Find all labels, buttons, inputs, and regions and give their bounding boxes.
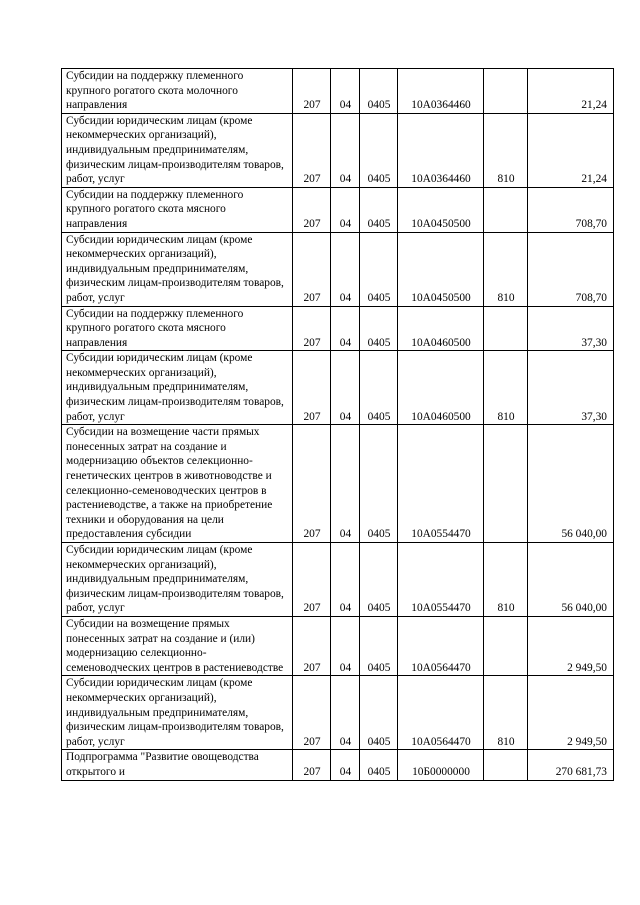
cell-expense-type: 810 xyxy=(484,676,528,750)
cell-subsection: 0405 xyxy=(360,351,398,425)
table-body xyxy=(62,69,614,781)
cell-expense-type xyxy=(484,750,528,780)
row-name: Субсидии юридическим лицам (кроме некоммерческих организаций), индивидуальным предпринимателям, физическим лицам-производителям товаров, работ, услуг xyxy=(66,114,284,186)
cell-section: 04 xyxy=(331,306,360,351)
cell-subsection: 0405 xyxy=(360,232,398,306)
cell-subsection: 0405 xyxy=(360,306,398,351)
cell-expense-type xyxy=(484,425,528,543)
cell-subsection: 0405 xyxy=(360,113,398,187)
row-name: Субсидии на поддержку племенного крупного рогатого скота молочного направления xyxy=(66,70,244,112)
cell-target-article: 10А0554470 xyxy=(398,543,484,617)
table-row xyxy=(62,425,614,543)
cell-admin-code: 207 xyxy=(293,69,331,114)
cell-subsection: 0405 xyxy=(360,69,398,114)
cell-subsection: 0405 xyxy=(360,543,398,617)
cell-sum: 56 040,00 xyxy=(528,543,614,617)
cell-sum: 2 949,50 xyxy=(528,616,614,675)
cell-sum: 21,24 xyxy=(528,113,614,187)
row-name: Субсидии на поддержку племенного крупного рогатого скота мясного направления xyxy=(66,188,244,230)
table-row xyxy=(62,676,614,750)
cell-admin-code: 207 xyxy=(293,676,331,750)
cell-section: 04 xyxy=(331,69,360,114)
cell-name xyxy=(62,187,293,232)
cell-target-article: 10А0564470 xyxy=(398,676,484,750)
cell-section: 04 xyxy=(331,113,360,187)
cell-section: 04 xyxy=(331,425,360,543)
cell-name xyxy=(62,113,293,187)
cell-expense-type: 810 xyxy=(484,543,528,617)
cell-expense-type: 810 xyxy=(484,351,528,425)
cell-expense-type xyxy=(484,69,528,114)
row-name: Субсидии на возмещение части прямых понесенных затрат на создание и модернизацию объектов селекционно-генетических центров в животноводстве и селекционно-семеноводческих центров в растениеводстве, а также на приобретение техники и оборудования на цели предоставления субсидии xyxy=(66,426,273,541)
cell-name xyxy=(62,306,293,351)
cell-admin-code: 207 xyxy=(293,351,331,425)
row-name: Субсидии юридическим лицам (кроме некоммерческих организаций), индивидуальным предпринимателям, физическим лицам-производителям товаров, работ, услуг xyxy=(66,352,284,423)
cell-target-article: 10А0554470 xyxy=(398,425,484,543)
cell-target-article: 10Б0000000 xyxy=(398,750,484,780)
cell-section: 04 xyxy=(331,543,360,617)
budget-table xyxy=(61,68,614,781)
cell-admin-code: 207 xyxy=(293,543,331,617)
cell-admin-code: 207 xyxy=(293,750,331,780)
cell-expense-type: 810 xyxy=(484,113,528,187)
cell-expense-type xyxy=(484,306,528,351)
row-name: Субсидии юридическим лицам (кроме некоммерческих организаций), индивидуальным предпринимателям, физическим лицам-производителям товаров, работ, услуг xyxy=(66,677,284,748)
row-name: Субсидии на возмещение прямых понесенных затрат на создание и (или) модернизацию селекционно-семеноводческих центров в растениеводстве xyxy=(66,617,284,674)
row-name: Субсидии на поддержку племенного крупного рогатого скота мясного направления xyxy=(66,307,244,349)
table-row xyxy=(62,750,614,780)
cell-sum: 37,30 xyxy=(528,351,614,425)
cell-admin-code: 207 xyxy=(293,306,331,351)
cell-name xyxy=(62,232,293,306)
table-row xyxy=(62,232,614,306)
cell-name xyxy=(62,676,293,750)
table-row xyxy=(62,616,614,675)
cell-name xyxy=(62,425,293,543)
cell-target-article: 10А0450500 xyxy=(398,187,484,232)
cell-sum: 270 681,73 xyxy=(528,750,614,780)
cell-name xyxy=(62,69,293,114)
cell-section: 04 xyxy=(331,187,360,232)
cell-name xyxy=(62,616,293,675)
cell-expense-type xyxy=(484,616,528,675)
cell-sum: 21,24 xyxy=(528,69,614,114)
table-row xyxy=(62,69,614,114)
cell-admin-code: 207 xyxy=(293,187,331,232)
cell-subsection: 0405 xyxy=(360,616,398,675)
cell-target-article: 10А0450500 xyxy=(398,232,484,306)
table-row xyxy=(62,351,614,425)
cell-sum: 708,70 xyxy=(528,232,614,306)
cell-expense-type: 810 xyxy=(484,232,528,306)
cell-name xyxy=(62,750,293,780)
cell-section: 04 xyxy=(331,351,360,425)
cell-section: 04 xyxy=(331,616,360,675)
cell-subsection: 0405 xyxy=(360,676,398,750)
cell-subsection: 0405 xyxy=(360,187,398,232)
cell-target-article: 10А0364460 xyxy=(398,69,484,114)
cell-target-article: 10А0564470 xyxy=(398,616,484,675)
cell-admin-code: 207 xyxy=(293,616,331,675)
cell-section: 04 xyxy=(331,750,360,780)
cell-sum: 56 040,00 xyxy=(528,425,614,543)
cell-subsection: 0405 xyxy=(360,750,398,780)
cell-name xyxy=(62,351,293,425)
table-row xyxy=(62,187,614,232)
cell-target-article: 10А0460500 xyxy=(398,306,484,351)
cell-admin-code: 207 xyxy=(293,425,331,543)
cell-admin-code: 207 xyxy=(293,232,331,306)
row-name: Субсидии юридическим лицам (кроме некоммерческих организаций), индивидуальным предпринимателям, физическим лицам-производителям товаров, работ, услуг xyxy=(66,544,284,615)
table-row xyxy=(62,113,614,187)
cell-section: 04 xyxy=(331,232,360,306)
cell-sum: 708,70 xyxy=(528,187,614,232)
cell-admin-code: 207 xyxy=(293,113,331,187)
cell-subsection: 0405 xyxy=(360,425,398,543)
row-name: Подпрограмма "Развитие овощеводства открытого и xyxy=(66,751,259,778)
cell-sum: 2 949,50 xyxy=(528,676,614,750)
cell-section: 04 xyxy=(331,676,360,750)
cell-expense-type xyxy=(484,187,528,232)
cell-target-article: 10А0460500 xyxy=(398,351,484,425)
cell-name xyxy=(62,543,293,617)
row-name: Субсидии юридическим лицам (кроме некоммерческих организаций), индивидуальным предпринимателям, физическим лицам-производителям товаров, работ, услуг xyxy=(66,233,284,304)
cell-sum: 37,30 xyxy=(528,306,614,351)
table-row xyxy=(62,543,614,617)
cell-target-article: 10А0364460 xyxy=(398,113,484,187)
table-row xyxy=(62,306,614,351)
